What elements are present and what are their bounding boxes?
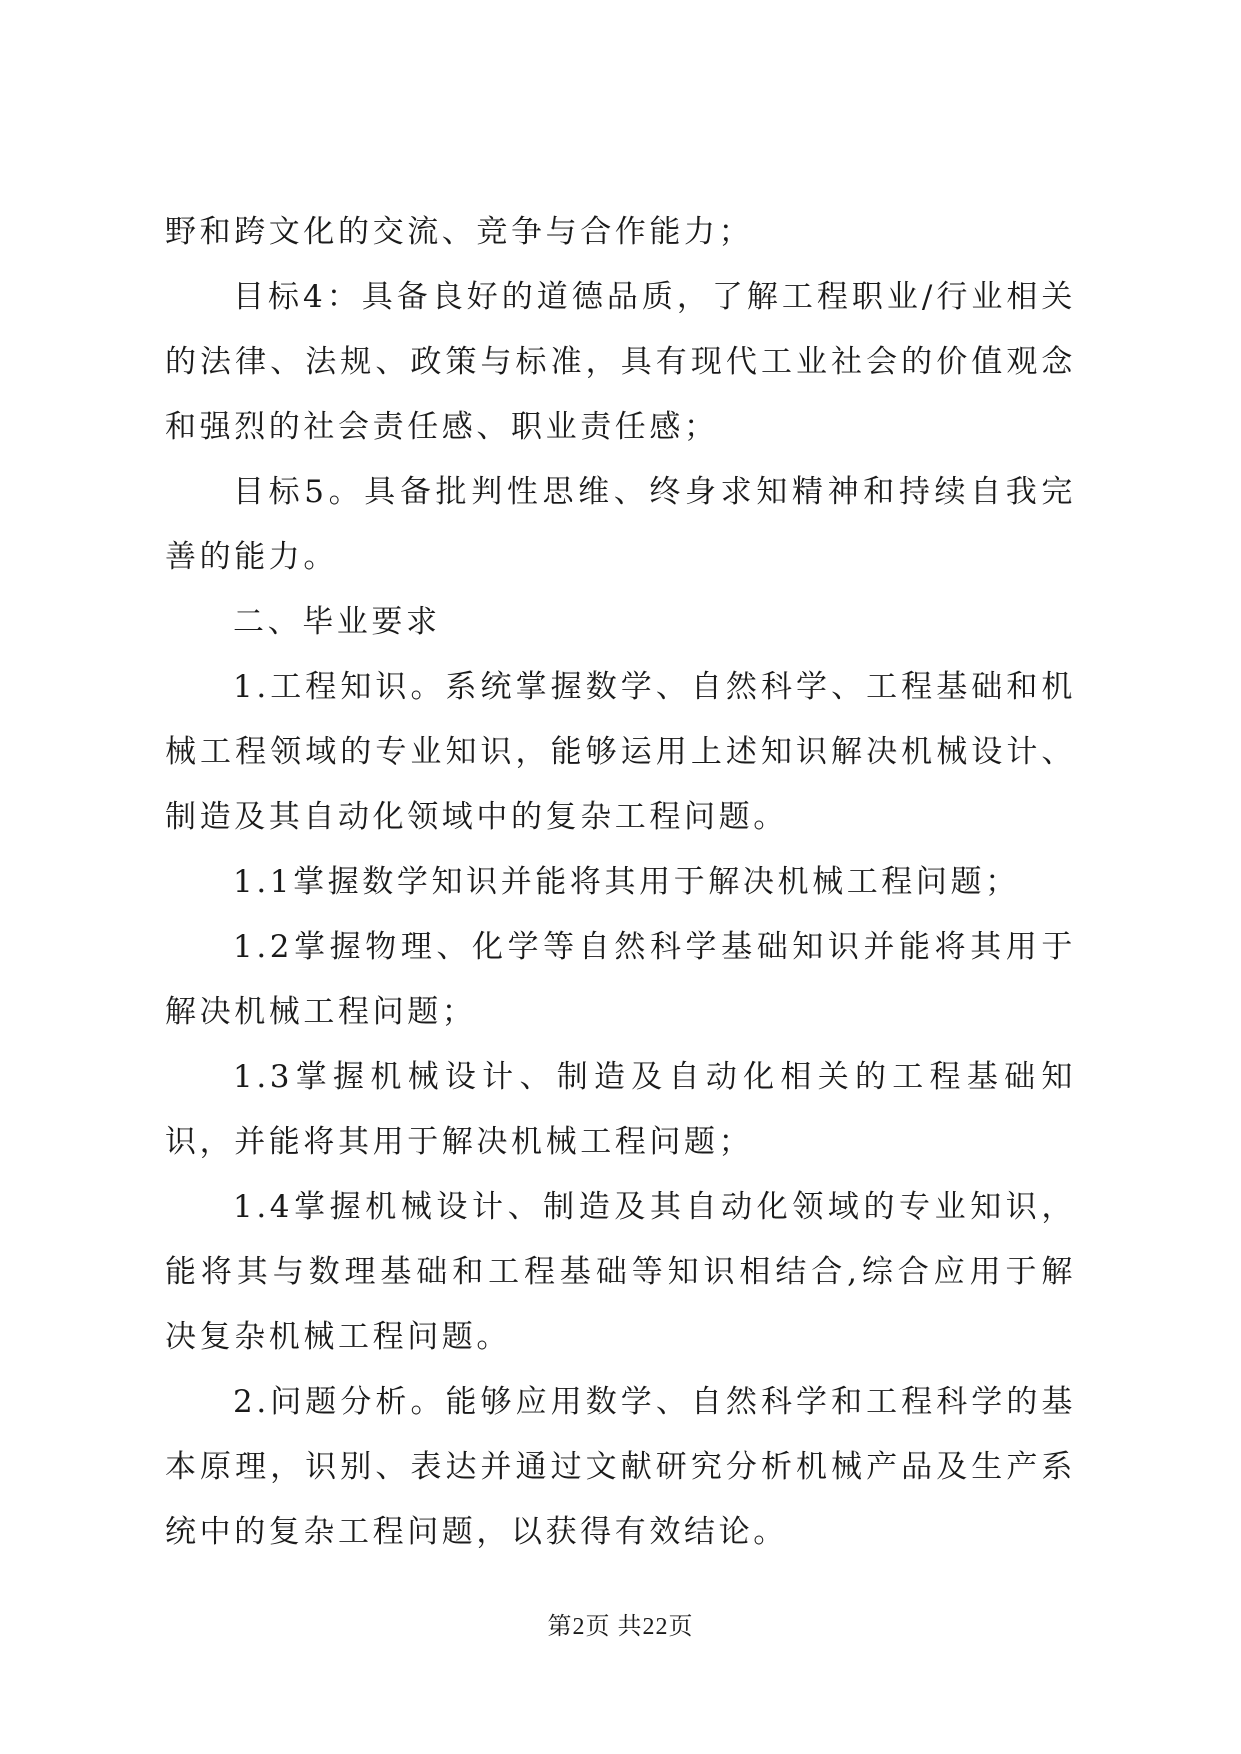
- section-heading-graduation-requirements: 二、毕业要求: [233, 604, 441, 640]
- paragraph-requirement-1-2: 1.2掌握物理、化学等自然科学基础知识并能将其用于解决机械工程问题；: [165, 929, 1076, 1030]
- paragraph-goal-5: 目标5。具备批判性思维、终身求知精神和持续自我完善的能力。: [165, 474, 1076, 575]
- page-number-footer: 第2页 共22页: [547, 1614, 694, 1640]
- paragraph-requirement-1-1: 1.1掌握数学知识并能将其用于解决机械工程问题；: [233, 864, 1020, 900]
- paragraph-requirement-1: 1.工程知识。系统掌握数学、自然科学、工程基础和机械工程领域的专业知识，能够运用上述知识解决机械设计、制造及其自动化领域中的复杂工程问题。: [165, 669, 1076, 835]
- paragraph-requirement-1-4: 1.4掌握机械设计、制造及其自动化领域的专业知识，能将其与数理基础和工程基础等知识相结合,综合应用于解决复杂机械工程问题。: [165, 1189, 1076, 1355]
- paragraph-goal-4: 目标4：具备良好的道德品质，了解工程职业/行业相关的法律、法规、政策与标准，具有现代工业社会的价值观念和强烈的社会责任感、职业责任感；: [165, 279, 1076, 445]
- paragraph-requirement-2: 2.问题分析。能够应用数学、自然科学和工程科学的基本原理，识别、表达并通过文献研究分析机械产品及生产系统中的复杂工程问题，以获得有效结论。: [165, 1384, 1076, 1550]
- paragraph-requirement-1-3: 1.3掌握机械设计、制造及自动化相关的工程基础知识，并能将其用于解决机械工程问题；: [165, 1059, 1076, 1160]
- paragraph-continuation: 野和跨文化的交流、竞争与合作能力；: [165, 214, 754, 250]
